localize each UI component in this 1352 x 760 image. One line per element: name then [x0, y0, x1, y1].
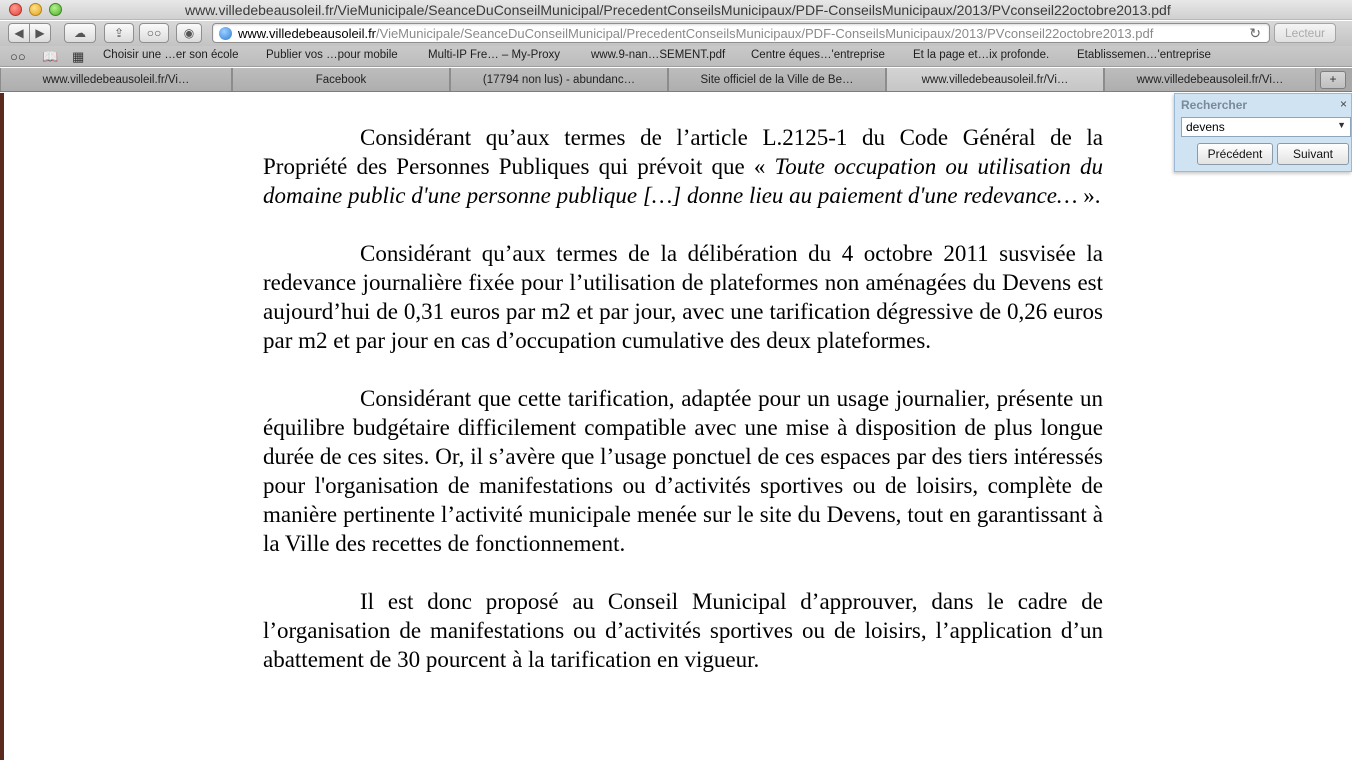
- back-button[interactable]: [8, 23, 30, 43]
- share-button[interactable]: [104, 23, 134, 43]
- top-sites-icon[interactable]: ▦: [72, 49, 85, 64]
- glasses-icon: ○○: [146, 26, 162, 40]
- tab-facebook[interactable]: Facebook: [232, 68, 450, 91]
- pdf-viewport: [0, 93, 1352, 760]
- back-icon: ◀: [14, 26, 24, 40]
- close-window-icon[interactable]: [9, 3, 22, 16]
- find-previous-button[interactable]: Précédent: [1197, 143, 1273, 165]
- close-icon[interactable]: ×: [1339, 97, 1347, 111]
- bookmark-item[interactable]: Choisir une …er son école: [103, 49, 239, 61]
- reading-list-button[interactable]: [139, 23, 169, 43]
- quoted-text: Toute occupation ou utilisation du domaine public d'une personne publique […] donne lieu au paiement d'une redevance…: [263, 154, 1103, 208]
- minimize-window-icon[interactable]: [29, 3, 42, 16]
- book-icon[interactable]: 📖: [42, 49, 59, 64]
- paragraph-redevance: Considérant qu’aux termes de la délibération du 4 octobre 2011 susvisée la redevance journalière fixée pour l’utilisation de plateformes non aménagées du Devens est aujourd’hui de 0,31 euros par m2 et par jour, avec une tarification dégressive de 0,26 euros par m2 et par jour en cas d’occupation cumulative des deux plateformes.: [263, 241, 1103, 353]
- bookmark-item[interactable]: Publier vos …pour mobile: [266, 49, 398, 61]
- tab-villedebeausoleil-2[interactable]: www.villedebeausoleil.fr/Vi…: [886, 68, 1104, 91]
- zoom-window-icon[interactable]: [49, 3, 62, 16]
- reader-button[interactable]: Lecteur: [1274, 23, 1336, 43]
- find-next-button[interactable]: Suivant: [1277, 143, 1349, 165]
- new-tab-button[interactable]: +: [1320, 71, 1346, 89]
- find-panel: [1174, 93, 1352, 172]
- forward-icon: ▶: [35, 26, 45, 40]
- tab-villedebeausoleil-3[interactable]: www.villedebeausoleil.fr/Vi…: [1104, 68, 1316, 91]
- window-edge: [0, 93, 4, 760]
- find-title: Rechercher: [1181, 98, 1248, 112]
- bookmarks-bar: [0, 46, 1352, 67]
- icloud-tabs-button[interactable]: [64, 23, 96, 43]
- reload-icon[interactable]: ↻: [1249, 25, 1261, 41]
- stop-icon: ◉: [183, 26, 195, 40]
- tab-site-officiel[interactable]: Site officiel de la Ville de Be…: [668, 68, 886, 91]
- find-query: devens: [1186, 120, 1225, 134]
- bookmark-item[interactable]: Centre éques…'entreprise: [751, 49, 885, 61]
- url-domain: www.villedebeausoleil.fr: [238, 26, 377, 41]
- reading-list-icon[interactable]: ○○: [10, 49, 26, 64]
- bookmark-item[interactable]: Et la page et…ix profonde.: [913, 49, 1050, 61]
- cloud-icon: ☁: [74, 26, 86, 40]
- paragraph-tarification: Considérant que cette tarification, adaptée pour un usage journalier, présente un équilibre budgétaire difficilement compatible avec une mise à disposition de plus longue durée de ces sites. Or, il s’avère que l’usage ponctuel de ces espaces par des tiers intéressés pour l'organisation de manifestations ou d’activités sportives ou de loisirs, complète de manière pertinente l’activité municipale menée sur le site du Devens, tout en garantissant à la Ville des recettes de fonctionnement.: [263, 386, 1103, 556]
- globe-icon: [219, 27, 232, 40]
- browser-toolbar: [0, 21, 1352, 46]
- address-bar[interactable]: [212, 23, 1270, 43]
- bookmark-item[interactable]: Multi-IP Fre… – My-Proxy: [428, 49, 561, 61]
- tab-villedebeausoleil-1[interactable]: www.villedebeausoleil.fr/Vi…: [0, 68, 232, 91]
- bookmark-item[interactable]: www.9-nan…SEMENT.pdf: [591, 49, 726, 61]
- paragraph-article-l2125: Considérant qu’aux termes de l’article L.2125-1 du Code Général de la Propriété des Personnes Publiques qui prévoit que « Toute occupation ou utilisation du domaine public d'une personne publique […] donne lieu au paiement d'une redevance… ».: [263, 125, 1103, 208]
- share-icon: ⇪: [113, 26, 125, 40]
- find-input[interactable]: [1181, 117, 1351, 137]
- window-titlebar: [0, 0, 1352, 20]
- paragraph-proposition: Il est donc proposé au Conseil Municipal d’approuver, dans le cadre de l’organisation de manifestations ou d’activités sportives ou de loisirs, l’application d’un abattement de 30 pourcent à la tarification en vigueur.: [263, 589, 1103, 672]
- url-path: /VieMunicipale/SeanceDuConseilMunicipal/PrecedentConseilsMunicipaux/PDF-ConseilsMunicipaux/2013/PVconseil22octobre2013.pdf: [376, 26, 1154, 41]
- address-text[interactable]: [238, 26, 1153, 41]
- tab-bar: [0, 68, 1352, 92]
- tab-mail[interactable]: (17794 non lus) - abundanc…: [450, 68, 668, 91]
- bookmark-item[interactable]: Etablissemen…'entreprise: [1077, 49, 1211, 61]
- forward-button[interactable]: [29, 23, 51, 43]
- chevron-down-icon[interactable]: ▼: [1337, 120, 1346, 130]
- pdf-document: [263, 123, 1103, 703]
- stop-loading-button[interactable]: [176, 23, 202, 43]
- window-title: www.villedebeausoleil.fr/VieMunicipale/SeanceDuConseilMunicipal/PrecedentConseilsMunicipaux/PDF-ConseilsMunicipaux/2013/PVconseil22octobre2013.pdf: [185, 2, 1171, 18]
